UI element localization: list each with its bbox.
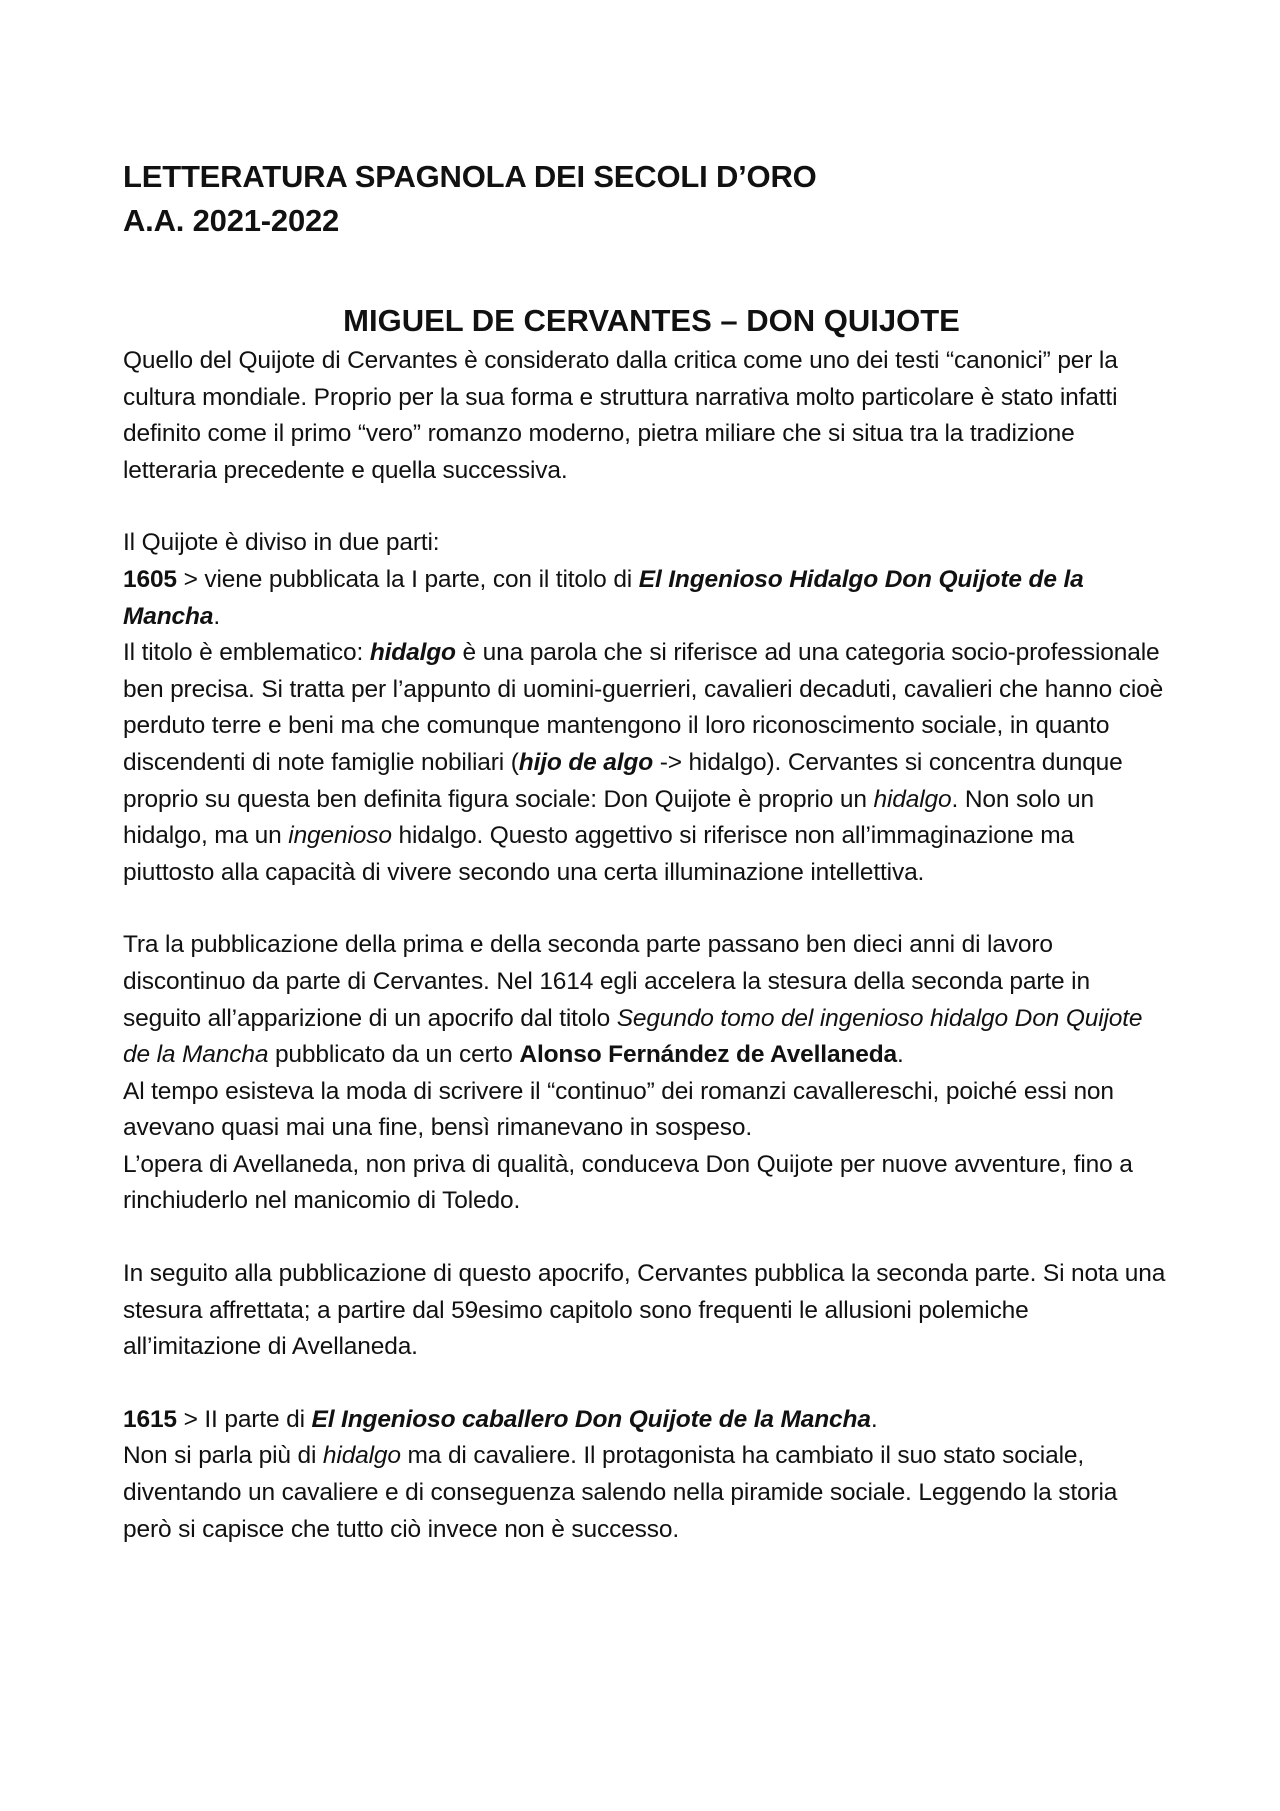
text-run: -> hidalgo). Cervantes si concentra dunque proprio su questa ben definita figura sociale: Don Quijote è proprio un	[123, 748, 1123, 813]
academic-year: A.A. 2021-2022	[123, 203, 340, 238]
apocrypha-title: Segundo tomo del ingenioso hidalgo Don Quijote de la Mancha	[123, 1004, 1143, 1069]
text-run: ma di cavaliere. Il protagonista ha cambiato il suo stato sociale, diventando un cavaliere e di conseguenza salendo nella piramide sociale. Leggendo la storia però si capisce che tutto ciò invece non è successo.	[123, 1442, 1118, 1543]
intro-paragraph: Quello del Quijote di Cervantes è considerato dalla critica come uno dei testi “canonici” per la cultura mondiale. Proprio per la sua forma e struttura narrativa molto particolare è stato infatti definito come il primo “vero” romanzo moderno, pietra miliare che si situa tra la tradizione letteraria precedente e quella successiva.	[123, 347, 1118, 484]
text-run: > II parte di	[176, 1405, 312, 1433]
text-run: è una parola che si riferisce ad una categoria socio-professionale ben precisa. Si tratta per l’appunto di uomini-guerrieri, cavalieri decaduti, cavalieri che hanno cioè perduto terre e beni ma che comunque mantengono il loro riconoscimento sociale, in quanto discendenti di note famiglie nobiliari (	[123, 639, 1164, 776]
text-run: hidalgo. Questo aggettivo si riferisce non all’immaginazione ma piuttosto alla capacità di vivere secondo una certa illuminazione intellettiva.	[123, 822, 1075, 886]
social-status-paragraph	[123, 1438, 1170, 1548]
title-explanation-paragraph	[123, 635, 1170, 891]
term-ingenioso: ingenioso	[288, 822, 392, 850]
spacer	[123, 891, 1170, 927]
punct: .	[213, 602, 220, 630]
continuation-paragraph: Al tempo esisteva la moda di scrivere il “continuo” dei romanzi cavallereschi, poiché essi non avevano quasi mai una fine, bensì rimanevano in sospeso.	[123, 1077, 1114, 1142]
spacer	[123, 489, 1170, 525]
text-run: Tra la pubblicazione della prima e della seconda parte passano ben dieci anni di lavoro discontinuo da parte di Cervantes. Nel 1614 egli accelera la stesura della seconda parte in seguito all’apparizione di un apocrifo dal titolo	[123, 931, 1090, 1032]
text-run: Non si parla più di	[123, 1442, 323, 1470]
course-title: LETTERATURA SPAGNOLA DEI SECOLI D’ORO	[123, 159, 817, 194]
part-one-text: > viene pubblicata la I parte, con il titolo di	[176, 565, 639, 593]
text-run: Il titolo è emblematico:	[123, 639, 370, 667]
year-1615: 1615	[123, 1405, 177, 1433]
term-hijo-de-algo: hijo de algo	[518, 748, 654, 776]
section-title: MIGUEL DE CERVANTES – DON QUIJOTE	[343, 303, 960, 338]
second-part-paragraph: In seguito alla pubblicazione di questo apocrifo, Cervantes pubblica la seconda parte. Si nota una stesura affrettata; a partire dal 59esimo capitolo sono frequenti le allusioni polemiche all’imitazione di Avellaneda.	[123, 1260, 1166, 1361]
text-run: pubblicato da un certo	[268, 1041, 520, 1069]
term-hidalgo-italic: hidalgo	[873, 785, 952, 813]
punct: .	[870, 1405, 878, 1433]
avellaneda-paragraph: L’opera di Avellaneda, non priva di qualità, conduceva Don Quijote per nuove avventure, fino a rinchiuderlo nel manicomio di Toledo.	[123, 1150, 1133, 1215]
term-hidalgo: hidalgo	[369, 639, 456, 667]
spacer	[123, 1220, 1170, 1256]
spacer	[123, 243, 1170, 299]
punct: .	[897, 1041, 904, 1069]
term-hidalgo-part2: hidalgo	[322, 1442, 401, 1470]
apocrypha-author: Alonso Fernández de Avellaneda	[519, 1041, 898, 1069]
text-run: . Non solo un hidalgo, ma un	[123, 785, 1094, 850]
year-1605: 1605	[123, 565, 177, 593]
part-one-paragraph	[123, 562, 1170, 635]
part-two-title: El Ingenioso caballero Don Quijote de la Mancha	[311, 1405, 871, 1433]
part-two-paragraph	[123, 1402, 1170, 1439]
spacer	[123, 1366, 1170, 1402]
parts-lead: Il Quijote è diviso in due parti:	[123, 529, 440, 557]
part-one-title: El Ingenioso Hidalgo Don Quijote de la Mancha	[123, 565, 1084, 630]
apocrypha-paragraph	[123, 927, 1170, 1073]
